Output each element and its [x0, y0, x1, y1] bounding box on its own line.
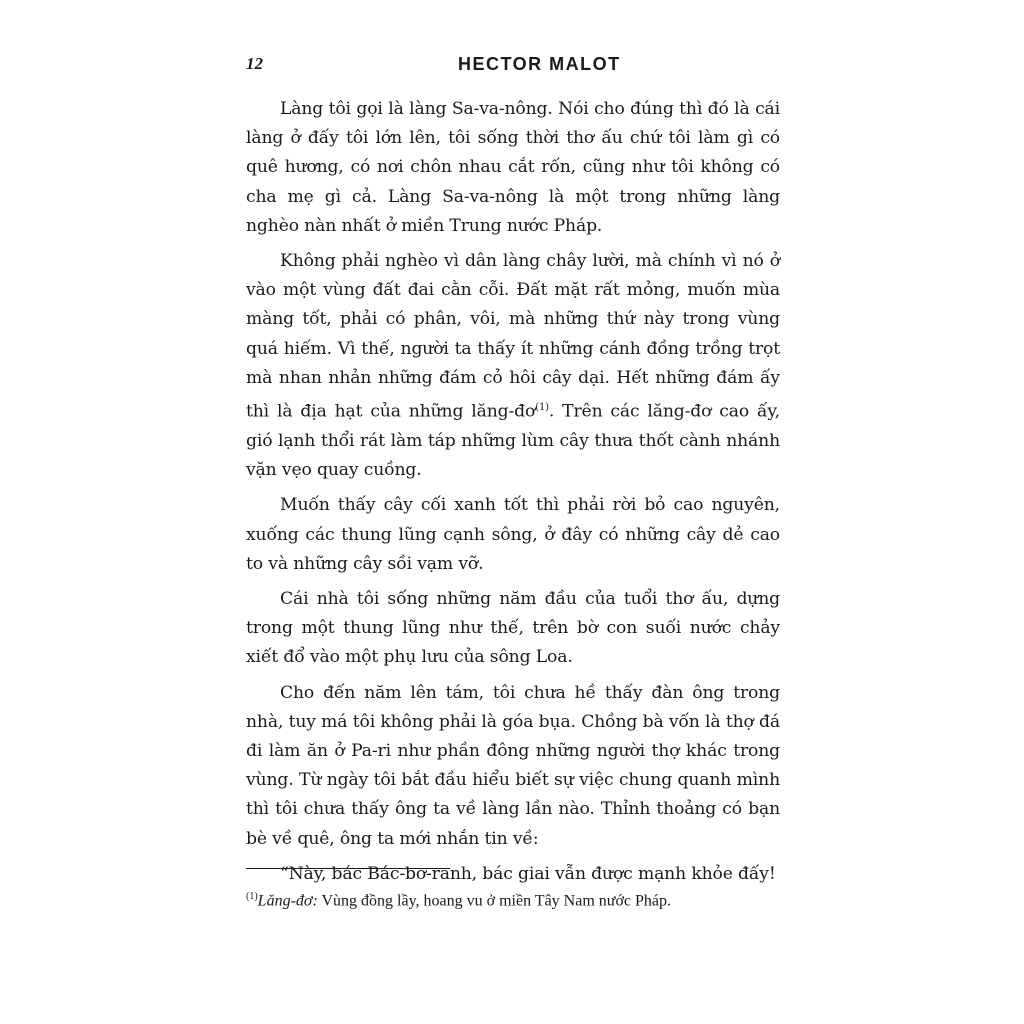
paragraph: Muốn thấy cây cối xanh tốt thì phải rời bỏ cao nguyên, xuống các thung lũng cạnh sông, ở đây có những cây dẻ cao to và những cây sồi vạm vỡ. [246, 495, 780, 574]
running-title: HECTOR MALOT [458, 54, 621, 74]
footnote-term: Lăng-đơ: [257, 892, 318, 910]
footnote [246, 886, 780, 912]
paragraph: Cái nhà tôi sống những năm đầu của tuổi thơ ấu, dựng trong một thung lũng như thế, trên bờ con suối nước chảy xiết đổ vào một phụ lưu của sông Loa. [246, 588, 780, 668]
body-text [246, 95, 780, 895]
paragraph: “Này, bác Bác-bơ-ranh, bác giai vẫn được mạnh khỏe đấy! [280, 863, 776, 884]
paragraph-text: . Trên các lăng-đơ cao ấy, gió lạnh thổi rát làm táp những lùm cây thưa thốt cành nhánh vặn vẹo quay cuồng. [246, 401, 780, 481]
page-header [246, 52, 780, 82]
footnote-definition: Vùng đồng lầy, hoang vu ở miền Tây Nam nước Pháp. [317, 892, 672, 910]
footnote-marker: (1) [246, 891, 258, 902]
paragraph: Cho đến năm lên tám, tôi chưa hề thấy đàn ông trong nhà, tuy má tôi không phải là góa bụa. Chồng bà vốn là thợ đá đi làm ăn ở Pa-ri như phần đông những người thợ khác trong vùng. Từ ngày tôi bắt đầu hiểu biết sự việc chung quanh mình thì tôi chưa thấy ông ta về làng lần nào. Thỉnh thoảng có bạn bè về quê, ông ta mới nhắn tin về: [246, 682, 780, 849]
page-number: 12 [246, 54, 263, 73]
paragraph-text: Không phải nghèo vì dân làng chây lười, mà chính vì nó ở vào một vùng đất đai cằn cỗi. Đất mặt rất mỏng, muốn mùa màng tốt, phải có phân, vôi, mà những thứ này trong vùng quá hiếm. Vì thế, người ta thấy ít những cánh đồng trồng trọt mà nhan nhản những đám cỏ hôi cây dại. Hết những đám ấy thì là địa hạt của những lăng-đơ [246, 251, 780, 422]
paragraph [246, 247, 780, 485]
paragraph: Làng tôi gọi là làng Sa-va-nông. Nói cho đúng thì đó là cái làng ở đấy tôi lớn lên, tôi sống thời thơ ấu chứ tôi làm gì có quê hương, có nơi chôn nhau cắt rốn, cũng như tôi không có cha mẹ gì cả. Làng Sa-va-nông là một trong những làng nghèo nàn nhất ở miền Trung nước Pháp. [246, 99, 780, 236]
footnote-reference: (1) [535, 402, 549, 414]
footnote-divider [246, 868, 450, 869]
